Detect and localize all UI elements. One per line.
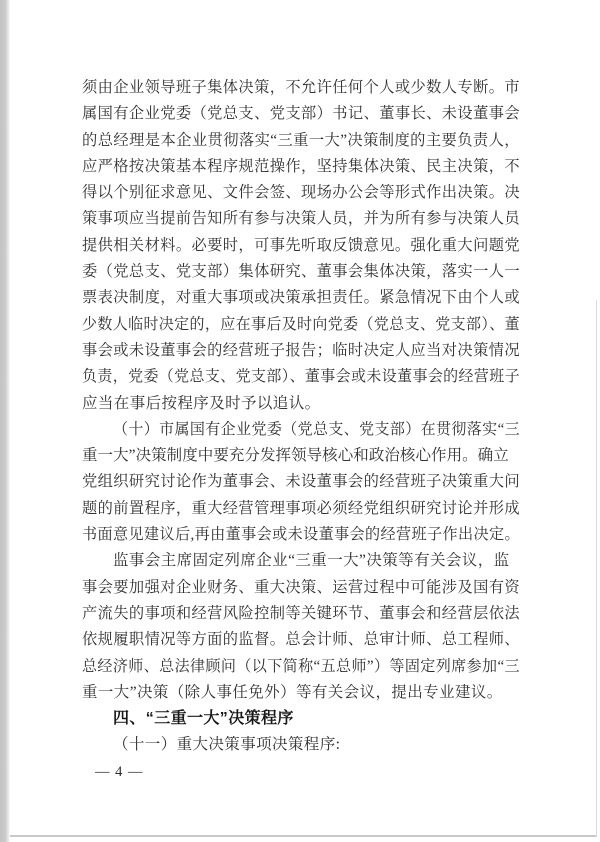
body-line: 重一大”决策（除人事任免外）等有关会议，提出专业建议。: [82, 683, 503, 701]
body-line: 负责，党委（党总支、党支部）、董事会或未设董事会的经营班子: [82, 368, 520, 386]
body-line: 提供相关材料。必要时，可事先听取反馈意见。强化重大问题党: [82, 236, 520, 254]
body-line: 监事会主席固定列席企业“三重一大”决策等有关会议，监: [113, 552, 510, 570]
scan-edge-bottom: [10, 835, 597, 837]
body-line: 少数人临时决定的，应在事后及时向党委（党总支、党支部）、董: [82, 315, 520, 333]
body-line: 产流失的事项和经营风险控制等关键环节、董事会和经营层依法: [82, 604, 520, 622]
paragraph-1: [82, 75, 520, 417]
body-line: 的总经理是本企业贯彻落实“三重一大”决策制度的主要负责人，: [82, 131, 520, 149]
page-body: [82, 75, 520, 782]
body-line: 题的前置程序，重大经营管理事项必须经党组织研究讨论并形成: [82, 499, 520, 517]
scan-edge-left: [0, 0, 10, 842]
body-line: 应严格按决策基本程序规范操作，坚持集体决策、民主决策，不: [82, 157, 520, 175]
scan-edge-right: [596, 300, 598, 837]
section-heading: 四、“三重一大”决策程序: [113, 710, 294, 728]
paragraph-3: [82, 548, 520, 706]
paragraph-2: [82, 417, 520, 548]
body-line: 党组织研究讨论作为董事会、未设董事会的经营班子决策重大问: [82, 473, 520, 491]
body-line: 得以个别征求意见、文件会签、现场办公会等形式作出决策。决: [82, 184, 520, 202]
paragraph-4: [82, 732, 520, 758]
body-line: （十）市属国有企业党委（党总支、党支部）在贯彻落实“三: [113, 420, 520, 438]
body-line: （十一）重大决策事项决策程序:: [113, 736, 341, 754]
body-line: 属国有企业党委（党总支、党支部）书记、董事长、未设董事会: [82, 105, 520, 123]
body-line: 票表决制度，对重大事项或决策承担责任。紧急情况下由个人或: [82, 289, 520, 307]
body-line: 策事项应当提前告知所有参与决策人员，并为所有参与决策人员: [82, 210, 520, 228]
body-line: 应当在事后按程序及时予以追认。: [82, 394, 321, 412]
body-line: 事会要加强对企业财务、重大决策、运营过程中可能涉及国有资: [82, 578, 520, 596]
body-line: 总经济师、总法律顾问（以下简称“五总师”）等固定列席参加“三: [82, 657, 520, 675]
body-line: 事会或未设董事会的经营班子报告；临时决定人应当对决策情况: [82, 341, 520, 359]
body-line: 依规履职情况等方面的监督。总会计师、总审计师、总工程师、: [82, 631, 520, 649]
body-line: 重一大”决策制度中要充分发挥领导核心和政治核心作用。确立: [82, 447, 509, 465]
body-line: 须由企业领导班子集体决策，不允许任何个人或少数人专断。市: [82, 79, 520, 96]
page-number: — 4 —: [95, 763, 144, 780]
body-line: 书面意见建议后,再由董事会或未设董事会的经营班子作出决定。: [82, 526, 520, 544]
body-line: 委（党总支、党支部）集体研究、董事会集体决策，落实一人一: [82, 263, 520, 281]
